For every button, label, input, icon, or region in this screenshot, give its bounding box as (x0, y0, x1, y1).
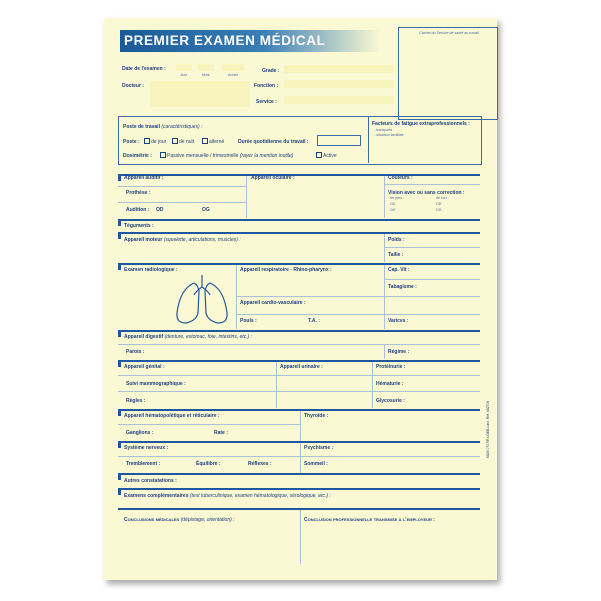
stamp-label: Cachet du Service de santé au travail (419, 31, 479, 35)
print-reference: 6826 0707/R LOEB-Lavr. Ref. 682706 (486, 400, 490, 458)
active-option-label: Active (323, 153, 337, 159)
function-label: Fonction : (254, 83, 279, 89)
near-og: OG (390, 208, 396, 212)
section-marker (118, 443, 121, 448)
day-caption: Jour (180, 73, 187, 77)
psyche-label: Psychisme : (304, 445, 334, 451)
hematuria-label: Hématurie : (376, 381, 404, 387)
section-marker (118, 221, 121, 226)
balance-label: Équilibre : (196, 461, 221, 467)
transports-item: - transports (374, 128, 393, 132)
section-divider (118, 488, 480, 490)
far-label: de loin : (436, 196, 449, 200)
row-line (236, 296, 480, 297)
audition-label: Audition : (126, 207, 150, 213)
row-line (118, 456, 480, 457)
section-marker (118, 490, 121, 495)
doctor-label: Docteur : (122, 83, 144, 89)
section-divider (118, 232, 480, 234)
varicose-label: Varices : (388, 318, 409, 324)
motor-divider (384, 234, 385, 262)
thyroid-label: Thyroïde : (304, 413, 329, 419)
section-divider (118, 360, 480, 362)
daily-duration-field[interactable] (317, 135, 361, 146)
section-divider (118, 219, 480, 221)
section-divider (118, 263, 480, 265)
service-label: Service : (256, 99, 277, 105)
row-line (236, 314, 480, 315)
diet-label: Régime : (388, 349, 410, 355)
vital-capacity-label: Cap. Vit : (388, 267, 410, 273)
periods-label: Règles : (126, 398, 146, 404)
radiology-label: Examen radiologique : (124, 267, 178, 273)
dosimetry-label: Dosimétrie : (123, 153, 152, 159)
stamp-box (398, 27, 498, 120)
conclusion-divider (300, 510, 301, 564)
sleep-label: Sommeil : (304, 461, 328, 467)
active-checkbox[interactable] (316, 152, 322, 158)
ocular-label: Appareil oculaire : (251, 175, 295, 181)
mammography-label: Suivi mammographique : (126, 381, 186, 387)
professional-conclusion-label: Conclusion professionnelle transmise à l'employeur : (304, 517, 435, 523)
section-marker (118, 265, 121, 270)
prosthesis-label: Prothèse : (126, 190, 151, 196)
section-marker (118, 176, 121, 181)
spleen-label: Rate : (214, 430, 228, 436)
thyroid-divider (300, 411, 301, 441)
doctor-field[interactable] (150, 81, 250, 107)
section-divider (118, 174, 480, 176)
day-checkbox[interactable] (144, 138, 150, 144)
daily-duration-label: Durée quotidienne du travail : (238, 139, 309, 145)
work-post-label: Poste de travail (caractéristiques) : (123, 124, 203, 130)
genital-label: Appareil génital : (124, 364, 165, 370)
pulse-label: Pouls : (240, 318, 257, 324)
day-field[interactable] (176, 64, 192, 71)
urinary-label: Appareil urinaire : (280, 364, 323, 370)
post-label: Poste : (123, 139, 140, 145)
near-label: de près : (390, 196, 404, 200)
diet-divider (384, 345, 385, 359)
smoking-label: Tabagisme : (388, 284, 417, 290)
fatigue-label: Facteurs de fatigue extraprofessionnels : (372, 121, 470, 127)
skin-label: Téguments : (124, 223, 154, 229)
colors-label: Couleurs : (388, 175, 413, 181)
row-line (384, 184, 480, 185)
passive-checkbox[interactable] (160, 152, 166, 158)
respiratory-label: Appareil respiratoire - Rhino-pharynx : (240, 267, 332, 273)
month-caption: Mois (202, 73, 210, 77)
year-field[interactable] (222, 64, 244, 71)
near-od: OD (390, 202, 396, 206)
digestive-label: Appareil digestif (denture, estomac, foie, intestins, etc.) : (124, 334, 253, 340)
title-banner (120, 30, 380, 52)
walls-label: Parois : (126, 349, 145, 355)
row-line (118, 202, 246, 203)
hemato-label: Appareil hématopoïétique et réticulaire : (124, 413, 220, 419)
cardio-label: Appareil cardio-vasculaire : (240, 300, 306, 306)
height-label: Taille : (388, 252, 404, 258)
weight-label: Poids : (388, 237, 405, 243)
passive-option-label: Passive mensuelle / trimestrielle (rayer la mention inutile) (167, 153, 294, 159)
night-checkbox[interactable] (172, 138, 178, 144)
section-divider (118, 330, 480, 332)
complementary-label: Examens complémentaires (test tuberculinique, examen hématologique, sérologique, etc.) : (124, 493, 331, 499)
radiology-divider (236, 265, 237, 329)
form-title: PREMIER EXAMEN MÉDICAL (124, 33, 326, 48)
date-label: Date de l'examen : (122, 66, 166, 72)
alternate-option-label: alterné (209, 139, 225, 145)
bp-label: T.A. : (308, 318, 320, 324)
section-divider (118, 441, 480, 443)
section-marker (118, 411, 121, 416)
resp-divider (384, 265, 385, 329)
urinary-divider (372, 362, 373, 408)
row-line (118, 344, 480, 345)
other-findings-label: Autres constatations : (124, 478, 177, 484)
vision-label: Vision avec ou sans correction : (388, 190, 465, 196)
section-marker (118, 332, 121, 337)
tremor-label: Tremblement : (126, 461, 161, 467)
audition-od: OD (156, 207, 164, 213)
genital-divider (276, 362, 277, 408)
lymph-nodes-label: Ganglions : (126, 430, 154, 436)
form-sheet (104, 18, 497, 580)
section-divider (118, 473, 480, 475)
auditory-divider (246, 176, 247, 218)
auditory-label: Appareil auditif : (124, 175, 164, 181)
medical-conclusions-label: Conclusions médicales (dépistage, orientation) : (124, 517, 235, 523)
motor-label: Appareil moteur (squelette, articulations, muscles) : (124, 237, 241, 243)
alternate-checkbox[interactable] (202, 138, 208, 144)
grade-field[interactable] (284, 65, 394, 73)
section-marker (118, 234, 121, 239)
reflexes-label: Réflexes : (248, 461, 272, 467)
section-divider (118, 508, 480, 510)
night-option-label: de nuit (179, 139, 195, 145)
grade-label: Grade : (262, 68, 280, 74)
row-line (384, 279, 480, 280)
section-marker (118, 362, 121, 367)
row-line (118, 375, 480, 376)
row-line (118, 186, 246, 187)
ocular-divider (384, 176, 385, 218)
nervous-label: Système nerveux : (124, 445, 169, 451)
row-line (118, 391, 480, 392)
work-divider (368, 117, 369, 163)
lungs-icon (172, 273, 232, 329)
row-line (384, 247, 480, 248)
far-og: OG (436, 208, 442, 212)
service-field[interactable] (284, 96, 394, 104)
proteinuria-label: Protéinurie : (376, 364, 406, 370)
day-option-label: de jour (151, 139, 167, 145)
row-line (118, 424, 300, 425)
glycosuria-label: Glycosurie : (376, 398, 405, 404)
function-field[interactable] (284, 80, 394, 88)
month-field[interactable] (198, 64, 214, 71)
psyche-divider (300, 443, 301, 473)
family-item: - situation familiale (374, 133, 404, 137)
far-od: OD (436, 202, 442, 206)
audition-og: OG (202, 207, 210, 213)
section-divider (118, 409, 480, 411)
year-caption: Année (228, 73, 239, 77)
section-marker (118, 475, 121, 480)
